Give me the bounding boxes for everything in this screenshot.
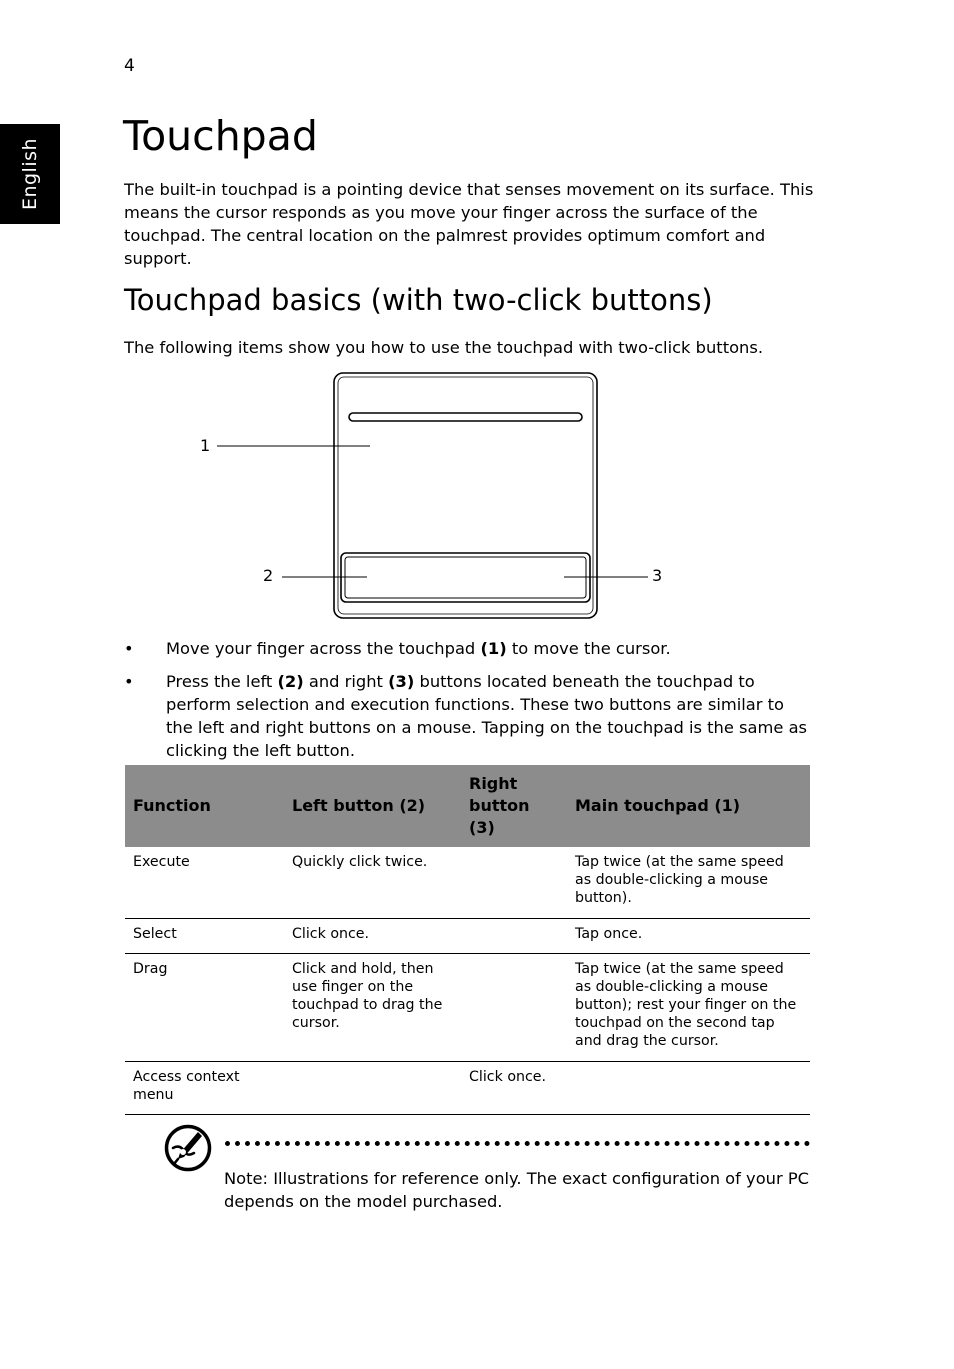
table-row: Drag Click and hold, then use finger on the touchpad to drag the cursor. Tap twice (at the same speed as double-clicking a mouse button); rest your finger on the touchpad on the second tap and drag the cursor.	[125, 953, 810, 1061]
note-text: Note: Illustrations for reference only. The exact configuration of your PC depends on the model purchased.	[224, 1169, 810, 1211]
header-left-button: Left button (2)	[284, 765, 461, 847]
table-header-row	[125, 765, 810, 847]
callout-3: 3	[652, 566, 663, 585]
page-title: Touchpad	[123, 112, 318, 160]
touchpad-diagram	[190, 370, 670, 622]
table-row: Access context menu Click once.	[125, 1061, 810, 1114]
touchpad-scroll-strip	[349, 413, 582, 421]
note-label: Note:	[224, 1169, 269, 1188]
language-label: English	[19, 137, 41, 211]
touchpad-button-bar-inner	[345, 557, 586, 598]
section-intro: The following items show you how to use the touchpad with two-click buttons.	[124, 338, 764, 357]
bullet-list	[124, 637, 814, 772]
table-row: Execute Quickly click twice. Tap twice (at the same speed as double-clicking a mouse button).	[125, 847, 810, 918]
header-main-touchpad: Main touchpad (1)	[567, 765, 810, 847]
bullet-item: • Press the left (2) and right (3) buttons located beneath the touchpad to perform selection and execution functions. These two buttons are similar to the left and right buttons on a mouse. Tapping on the touchpad is the same as clicking the left button.	[124, 672, 808, 760]
page-number: 4	[124, 56, 135, 76]
function-table	[125, 765, 810, 1115]
callout-1: 1	[200, 436, 211, 455]
intro-paragraph: The built-in touchpad is a pointing device that senses movement on its surface. This means the cursor responds as you move your finger across the surface of the touchpad. The central location on the palmrest provides optimum comfort and support.	[124, 180, 814, 268]
touchpad-outer-frame	[334, 373, 597, 618]
bullet-marker: •	[124, 672, 134, 691]
header-function: Function	[125, 765, 284, 847]
language-side-tab	[0, 124, 60, 224]
header-right-button: Right button (3)	[461, 765, 567, 847]
touchpad-button-bar-outer	[341, 553, 590, 602]
bullet-item: • Move your finger across the touchpad (1) to move the cursor.	[124, 639, 671, 658]
section-title: Touchpad basics (with two-click buttons)	[124, 283, 713, 317]
bullet-marker: •	[124, 639, 134, 658]
note-dotted-divider	[225, 1141, 810, 1146]
callout-2: 2	[263, 566, 274, 585]
note-pen-icon	[164, 1124, 212, 1172]
table-row: Select Click once. Tap once.	[125, 918, 810, 953]
